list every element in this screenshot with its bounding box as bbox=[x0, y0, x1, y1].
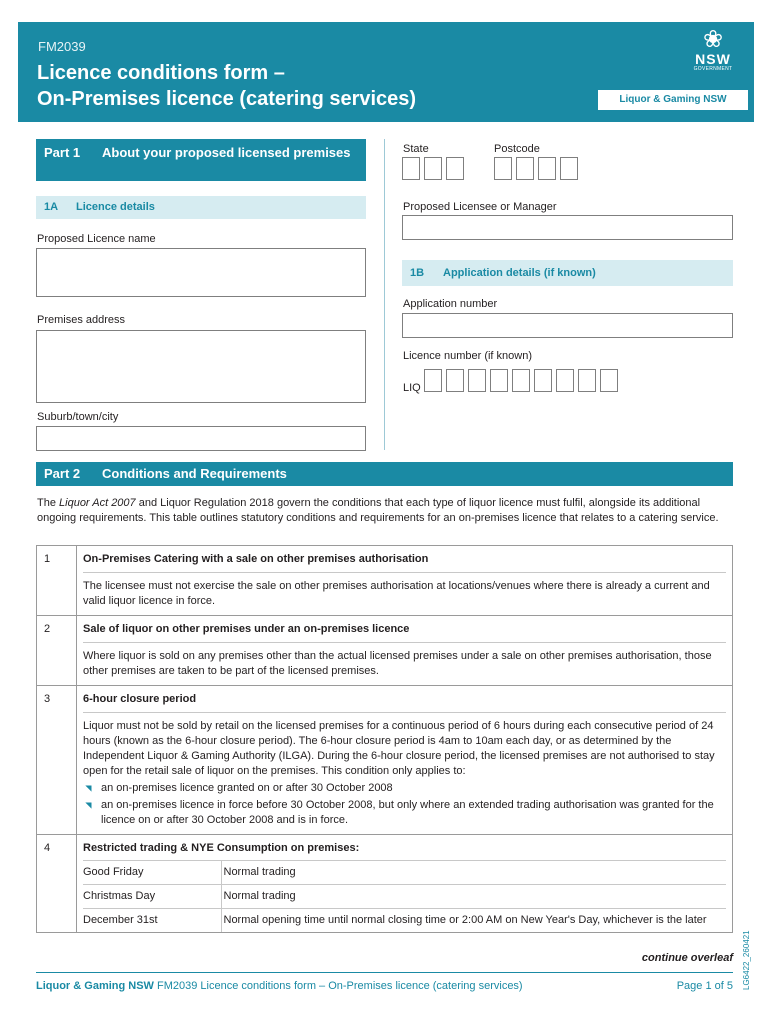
condition-number: 3 bbox=[37, 686, 77, 835]
licence-char-box[interactable] bbox=[556, 369, 574, 392]
section-1b-number: 1B bbox=[410, 267, 425, 279]
part2-number: Part 2 bbox=[44, 466, 81, 481]
logo-name: NSW bbox=[695, 51, 731, 67]
licence-number-label: Licence number (if known) bbox=[403, 350, 533, 362]
bullet-item: ◢ an on-premises licence in force before 30 October 2008, but only where an extended trading authorisation was granted for the licence on or after 30 October 2008 and is in force. bbox=[83, 798, 726, 828]
application-number-label: Application number bbox=[403, 298, 498, 310]
condition-title: 6-hour closure period bbox=[83, 692, 726, 713]
licence-char-box[interactable] bbox=[512, 369, 530, 392]
footer-brand: Liquor & Gaming NSW bbox=[36, 980, 154, 992]
postcode-char-box[interactable] bbox=[538, 157, 556, 180]
suburb-label: Suburb/town/city bbox=[37, 411, 119, 423]
section-1a-bar bbox=[36, 196, 366, 219]
table-row bbox=[37, 546, 733, 616]
premises-address-field[interactable] bbox=[36, 330, 366, 403]
licence-char-box[interactable] bbox=[446, 369, 464, 392]
trading-day: December 31st bbox=[83, 909, 221, 933]
licence-char-box[interactable] bbox=[468, 369, 486, 392]
postcode-field[interactable] bbox=[494, 157, 578, 180]
state-char-box[interactable] bbox=[424, 157, 442, 180]
form-header bbox=[18, 22, 754, 122]
nsw-government-logo bbox=[683, 28, 743, 82]
liq-prefix: LIQ bbox=[403, 382, 421, 394]
part2-title: Conditions and Requirements bbox=[102, 466, 287, 481]
part2-intro bbox=[37, 496, 733, 526]
title-line-1: Licence conditions form – bbox=[37, 62, 285, 84]
waratah-icon: ❀ bbox=[702, 26, 724, 53]
intro-text-2: and Liquor Regulation 2018 govern the conditions that each type of liquor licence must fulfil, alongside its additional ongoing requirements. This table outlines statutory conditions and requirements for an on-premises licence that relates to a catering service. bbox=[37, 497, 719, 524]
postcode-char-box[interactable] bbox=[516, 157, 534, 180]
trading-days-table bbox=[83, 860, 726, 932]
condition-number: 1 bbox=[37, 546, 77, 616]
logo-sub: GOVERNMENT bbox=[693, 66, 733, 72]
condition-content bbox=[77, 616, 733, 686]
condition-content bbox=[77, 686, 733, 835]
condition-body: Where liquor is sold on any premises other than the actual licensed premises under a sale on other premises authorisation, those other premises are taken to be part of the licensed premises. bbox=[83, 650, 712, 677]
trading-rule: Normal trading bbox=[221, 861, 726, 885]
intro-text-1: The bbox=[37, 497, 60, 509]
side-code: LG6422_260421 bbox=[742, 930, 751, 990]
licence-char-box[interactable] bbox=[534, 369, 552, 392]
licence-char-box[interactable] bbox=[578, 369, 596, 392]
licence-char-box[interactable] bbox=[490, 369, 508, 392]
state-char-box[interactable] bbox=[446, 157, 464, 180]
table-row bbox=[37, 686, 733, 835]
part2-banner bbox=[36, 462, 733, 486]
page-number: Page 1 of 5 bbox=[676, 980, 733, 992]
condition-body: Liquor must not be sold by retail on the licensed premises for a continuous period of 6 hours during each consecutive period of 24 hours (known as the 6-hour closure period). The 6-hour closure period is 4am to 10am each day, or as determined by the Independent Liquor & Gaming Authority (ILGA). During the 6-hour closure period, the licensed premises are not authorised to stay open for the retail sale of liquor on the premises. This condition only applies to: bbox=[83, 720, 715, 777]
suburb-field[interactable] bbox=[36, 426, 366, 451]
agency-tag: Liquor & Gaming NSW bbox=[598, 90, 748, 110]
footer-doc-title bbox=[36, 980, 523, 992]
condition-body: The licensee must not exercise the sale on other premises authorisation at locations/venues where there is already a current and valid liquor licence in force. bbox=[83, 580, 710, 607]
licence-name-field[interactable] bbox=[36, 248, 366, 297]
column-divider bbox=[384, 139, 385, 450]
application-number-field[interactable] bbox=[402, 313, 733, 338]
postcode-char-box[interactable] bbox=[560, 157, 578, 180]
condition-content bbox=[77, 546, 733, 616]
part1-number: Part 1 bbox=[44, 145, 81, 160]
premises-address-label: Premises address bbox=[37, 314, 126, 326]
intro-act-name: Liquor Act 2007 bbox=[59, 497, 136, 509]
trading-day-row bbox=[83, 861, 726, 885]
section-1b-bar bbox=[402, 260, 733, 286]
condition-number: 2 bbox=[37, 616, 77, 686]
bullet-item: ◢ an on-premises licence granted on or after 30 October 2008 bbox=[83, 781, 726, 796]
table-row bbox=[37, 835, 733, 933]
licence-char-box[interactable] bbox=[424, 369, 442, 392]
state-char-box[interactable] bbox=[402, 157, 420, 180]
footer-rule bbox=[36, 972, 733, 973]
trading-rule: Normal opening time until normal closing time or 2:00 AM on New Year's Day, whichever is the later bbox=[221, 909, 726, 933]
licensee-field[interactable] bbox=[402, 215, 733, 240]
postcode-label: Postcode bbox=[494, 143, 540, 155]
part1-banner bbox=[36, 139, 366, 181]
postcode-char-box[interactable] bbox=[494, 157, 512, 180]
conditions-table bbox=[36, 545, 733, 933]
part1-title: About your proposed licensed premises bbox=[102, 145, 351, 160]
licence-number-field[interactable] bbox=[424, 369, 618, 392]
licence-name-label: Proposed Licence name bbox=[37, 233, 156, 245]
condition-title: On-Premises Catering with a sale on other premises authorisation bbox=[83, 552, 726, 573]
form-code: FM2039 bbox=[38, 39, 86, 54]
trading-day: Christmas Day bbox=[83, 885, 221, 909]
section-1a-title: Licence details bbox=[76, 201, 155, 213]
licence-char-box[interactable] bbox=[600, 369, 618, 392]
condition-content bbox=[77, 835, 733, 933]
section-1a-number: 1A bbox=[44, 201, 59, 213]
form-title bbox=[37, 60, 416, 112]
trading-rule: Normal trading bbox=[221, 885, 726, 909]
state-field[interactable] bbox=[402, 157, 464, 180]
title-line-2: On-Premises licence (catering services) bbox=[37, 88, 417, 110]
condition-title: Restricted trading & NYE Consumption on premises: bbox=[83, 842, 360, 854]
table-row bbox=[37, 616, 733, 686]
continue-overleaf: continue overleaf bbox=[641, 952, 733, 964]
condition-title: Sale of liquor on other premises under an on-premises licence bbox=[83, 622, 726, 643]
trading-day-row bbox=[83, 909, 726, 933]
trading-day-row bbox=[83, 885, 726, 909]
trading-day: Good Friday bbox=[83, 861, 221, 885]
section-1b-title: Application details (if known) bbox=[443, 267, 596, 279]
condition-number: 4 bbox=[37, 835, 77, 933]
state-label: State bbox=[403, 143, 429, 155]
licensee-label: Proposed Licensee or Manager bbox=[403, 201, 557, 213]
footer-doc: FM2039 Licence conditions form – On-Premises licence (catering services) bbox=[153, 980, 523, 992]
